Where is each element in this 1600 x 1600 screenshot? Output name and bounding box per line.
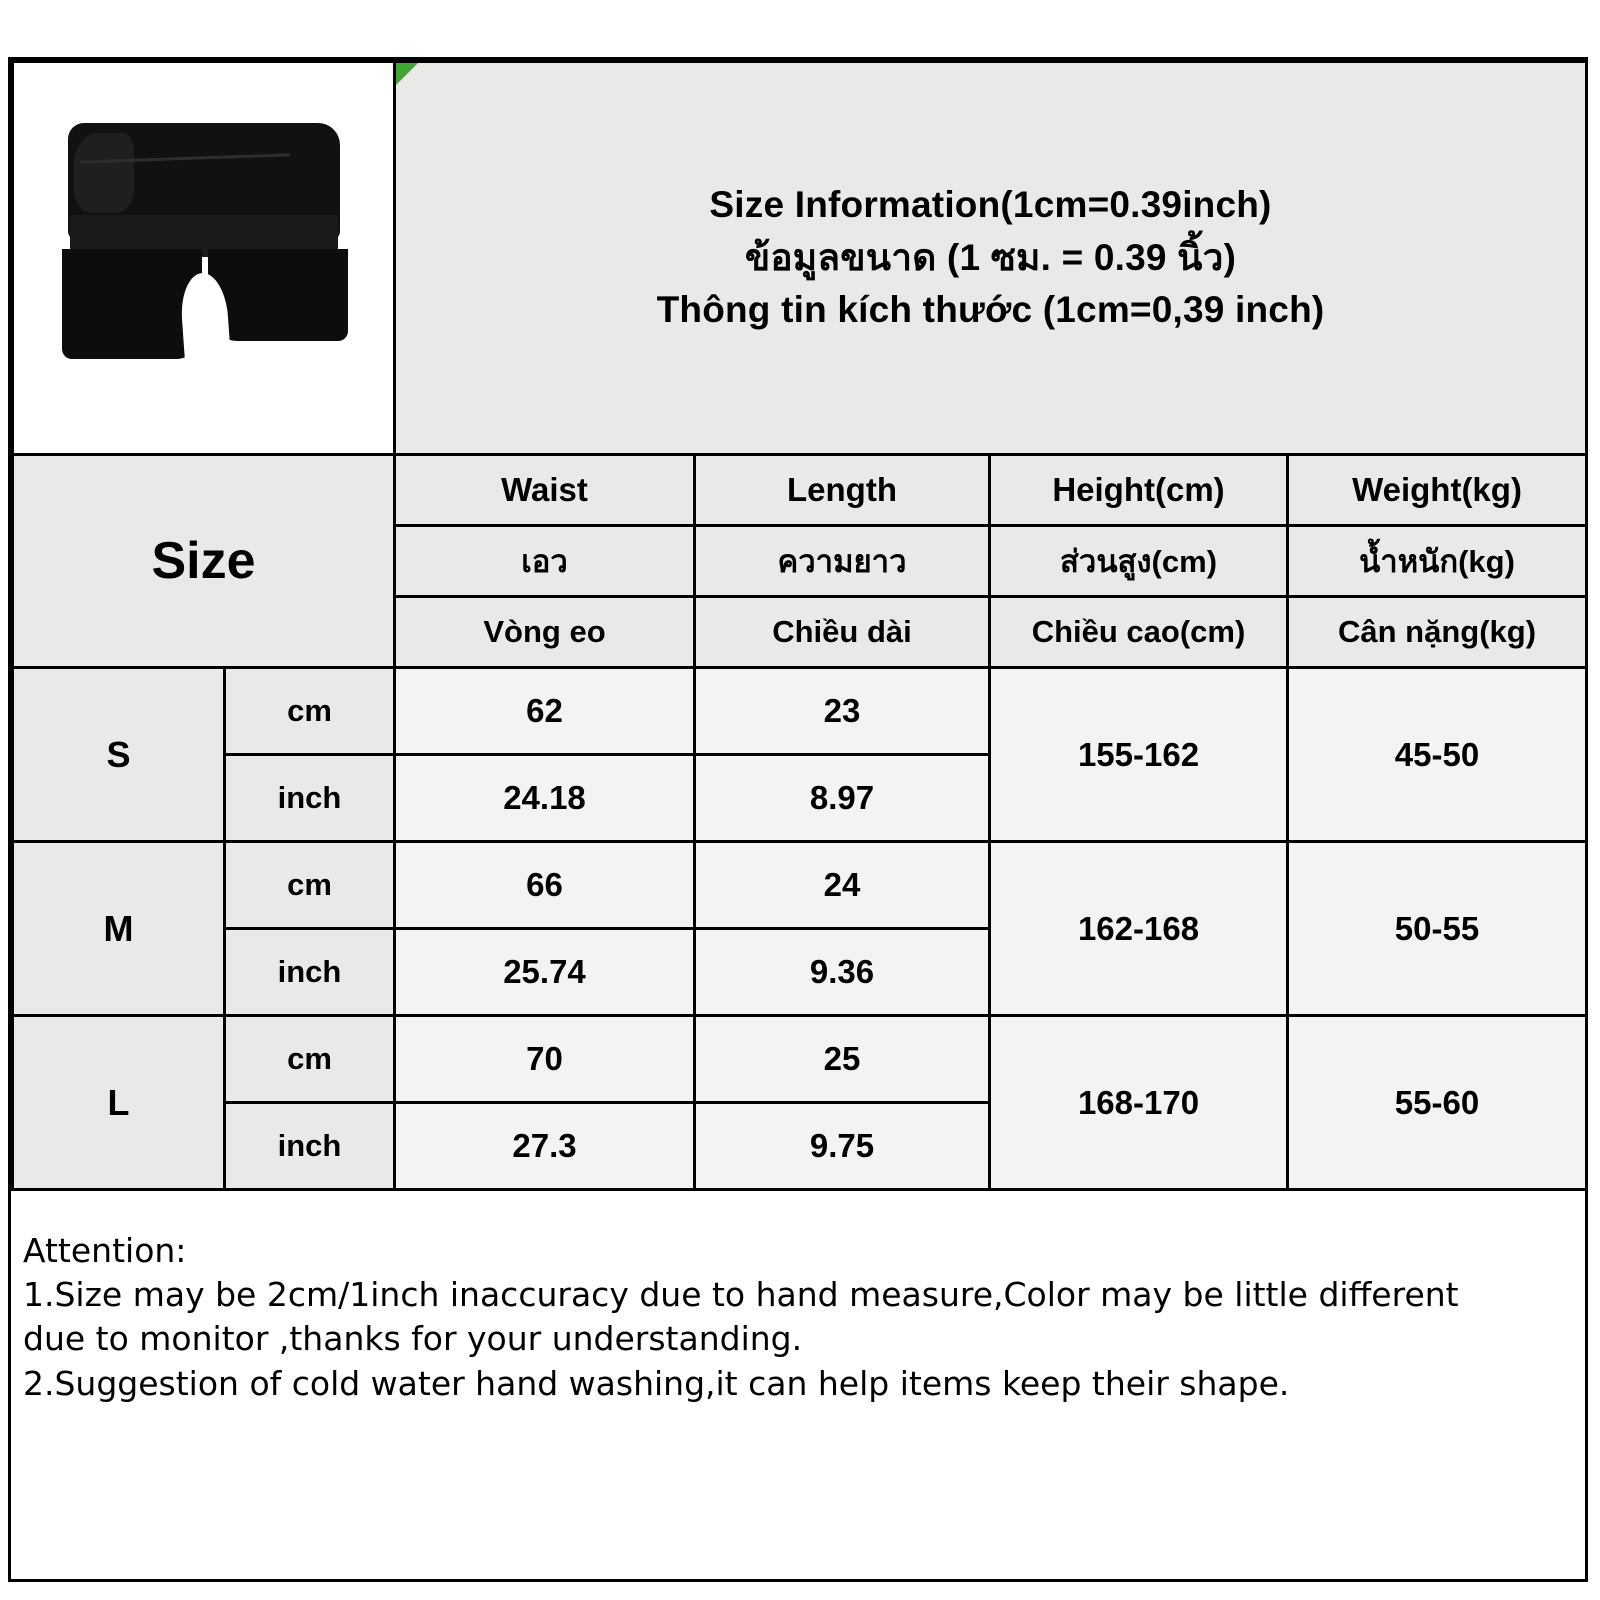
row-size-l: L xyxy=(13,1016,225,1190)
cell-height-s: 155-162 xyxy=(990,668,1288,842)
table-row xyxy=(13,668,1587,755)
row-size-s: S xyxy=(13,668,225,842)
col-header-weight-th: น้ำหนัก(kg) xyxy=(1288,526,1587,597)
cell-waist-cm-m: 66 xyxy=(395,842,695,929)
table-row xyxy=(13,842,1587,929)
col-header-length-en: Length xyxy=(695,455,990,526)
col-header-length-th: ความยาว xyxy=(695,526,990,597)
row-unit-cm-m: cm xyxy=(225,842,395,929)
size-column-header: Size xyxy=(13,455,395,668)
cell-waist-inch-m: 25.74 xyxy=(395,929,695,1016)
col-header-weight-en: Weight(kg) xyxy=(1288,455,1587,526)
col-header-waist-vi: Vòng eo xyxy=(395,597,695,668)
attention-line-2: 2.Suggestion of cold water hand washing,it can help items keep their shape. xyxy=(23,1363,1290,1403)
cell-length-inch-l: 9.75 xyxy=(695,1103,990,1190)
title-cell xyxy=(395,62,1587,455)
attention-line-1b: due to monitor ,thanks for your understanding. xyxy=(23,1319,803,1359)
row-unit-cm-l: cm xyxy=(225,1016,395,1103)
col-header-waist-th: เอว xyxy=(395,526,695,597)
title-line-en: Size Information(1cm=0.39inch) xyxy=(709,184,1272,226)
col-header-length-vi: Chiều dài xyxy=(695,597,990,668)
col-header-weight-vi: Cân nặng(kg) xyxy=(1288,597,1587,668)
cell-weight-s: 45-50 xyxy=(1288,668,1587,842)
attention-line-1a: 1.Size may be 2cm/1inch inaccuracy due to hand measure,Color may be little different xyxy=(23,1275,1459,1315)
cell-waist-inch-s: 24.18 xyxy=(395,755,695,842)
col-header-height-vi: Chiều cao(cm) xyxy=(990,597,1288,668)
product-image-cell xyxy=(13,62,395,455)
row-unit-inch-m: inch xyxy=(225,929,395,1016)
cell-length-cm-s: 23 xyxy=(695,668,990,755)
col-header-waist-en: Waist xyxy=(395,455,695,526)
shorts-illustration-icon xyxy=(62,123,347,368)
cell-length-inch-s: 8.97 xyxy=(695,755,990,842)
row-unit-inch-s: inch xyxy=(225,755,395,842)
row-unit-inch-l: inch xyxy=(225,1103,395,1190)
size-chart-sheet xyxy=(8,57,1588,1582)
attention-heading: Attention: xyxy=(23,1231,187,1270)
cell-weight-l: 55-60 xyxy=(1288,1016,1587,1190)
cell-height-l: 168-170 xyxy=(990,1016,1288,1190)
cell-length-cm-m: 24 xyxy=(695,842,990,929)
row-size-m: M xyxy=(13,842,225,1016)
column-header-row-en xyxy=(13,455,1587,526)
row-unit-cm-s: cm xyxy=(225,668,395,755)
title-line-vi: Thông tin kích thước (1cm=0,39 inch) xyxy=(656,289,1325,331)
title-line-th: ข้อมูลขนาด (1 ซม. = 0.39 นิ้ว) xyxy=(744,236,1237,278)
cell-length-cm-l: 25 xyxy=(695,1016,990,1103)
header-banner-row xyxy=(13,62,1587,455)
cell-waist-inch-l: 27.3 xyxy=(395,1103,695,1190)
table-row xyxy=(13,1016,1587,1103)
cell-length-inch-m: 9.36 xyxy=(695,929,990,1016)
cell-weight-m: 50-55 xyxy=(1288,842,1587,1016)
size-chart-table xyxy=(11,60,1588,1191)
cell-waist-cm-s: 62 xyxy=(395,668,695,755)
col-header-height-th: ส่วนสูง(cm) xyxy=(990,526,1288,597)
cell-height-m: 162-168 xyxy=(990,842,1288,1016)
col-header-height-en: Height(cm) xyxy=(990,455,1288,526)
green-corner-marker xyxy=(396,63,418,85)
attention-block xyxy=(11,1224,1585,1407)
cell-waist-cm-l: 70 xyxy=(395,1016,695,1103)
